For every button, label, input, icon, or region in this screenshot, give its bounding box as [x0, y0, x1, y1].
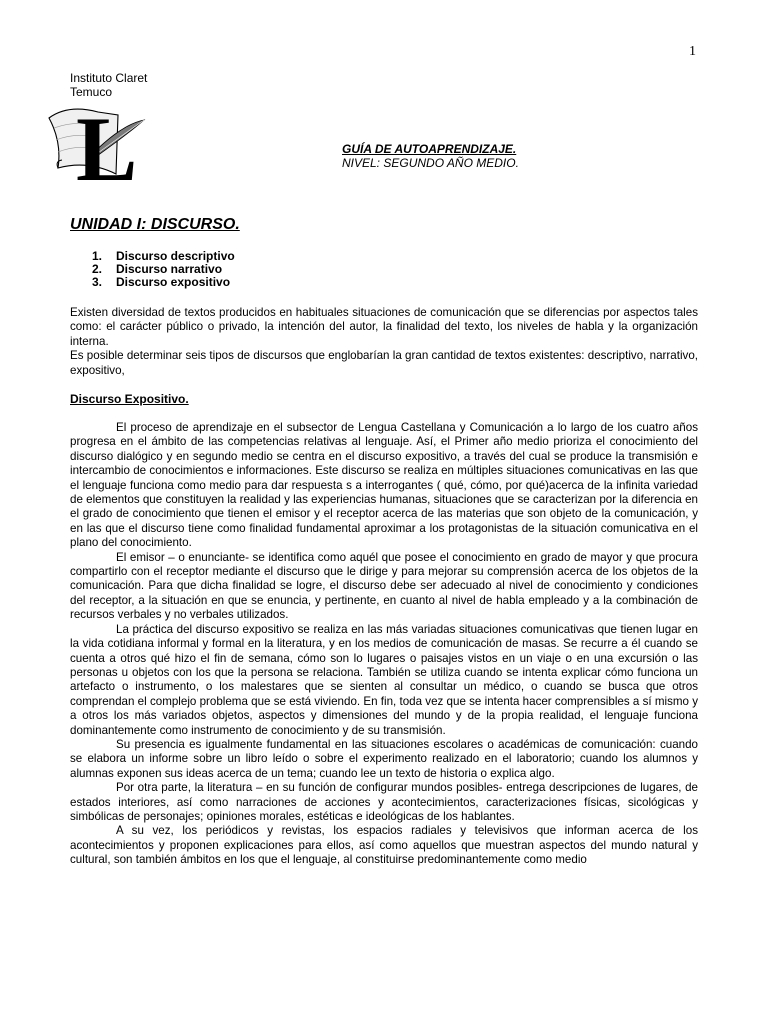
body-text	[70, 421, 698, 868]
intro-paragraph: Existen diversidad de textos producidos en habituales situaciones de comunicación que se diferencias por aspectos tales como: el carácter público o privado, la intención del autor, la finalidad del texto, los niveles de habla y la organización interna.	[70, 306, 698, 348]
guide-heading	[342, 142, 519, 170]
body-paragraph: Su presencia es igualmente fundamental en las situaciones escolares o académicas de comunicación: cuando se elabora un informe sobre un libro leído o sobre el experimento realizado en el laboratorio; cuando los alumnos y alumnas exponen sus ideas acerca de un tema; cuando lee un texto de historia o explica algo.	[70, 737, 698, 780]
body-paragraph: La práctica del discurso expositivo se realiza en las más variadas situaciones comunicativas que tienen lugar en la vida cotidiana informal y formal en la literatura, y en los medios de comunicación de masas. Se recurre a él cuando se cuenta a otros qué hizo el fin de semana, cómo son lo lugares o paisajes vistos en un viaje o en una excursión o las personas u objetos con los que la persona se relaciona. También se utiliza cuando se intenta explicar cómo funciona un artefacto o instrumento, o los malestares que se sienten al consultar un médico, o cuando se busca que otros comprendan el complejo problema que se está viviendo. En fin, toda vez que se intenta hacer comprensibles a sí mismo y a otros los más variados objetos, aspectos y dimensiones del mundo y de la propia realidad, el lenguaje funciona dominantemente como instrumento de conocimiento y de su transmisión.	[70, 622, 698, 737]
body-paragraph: A su vez, los periódicos y revistas, los espacios radiales y televisivos que informan acerca de los acontecimientos y proponen explicaciones para ellos, así como aquellos que muestran aspectos del mundo natural y cultural, son también ámbitos en los que el lenguaje, al constituirse predominantemente como medio	[70, 824, 698, 867]
body-paragraph: Por otra parte, la literatura – en su función de configurar mundos posibles- entrega descripciones de lugares, de estados interiores, así como narraciones de acciones y acontecimientos, caracterizaciones físicas, sicológicas y simbólicas de personajes; opiniones morales, estéticas e ideológicas de los hablantes.	[70, 781, 698, 823]
institution-header	[70, 71, 147, 99]
institution-city: Temuco	[70, 85, 113, 99]
page-number: 1	[689, 44, 696, 59]
topic-list	[92, 250, 235, 289]
section-title: Discurso Expositivo.	[70, 392, 189, 406]
intro-paragraph: Es posible determinar seis tipos de discursos que englobarían la gran cantidad de textos existentes: descriptivo, narrativo, expositivo,	[70, 349, 698, 377]
body-paragraph: El emisor – o enunciante- se identifica como aquél que posee el conocimiento en grado de mayor y que procura compartirlo con el receptor mediante el discurso que le dirige y para mejorar su comprensión acerca de los objetos de la comunicación. Para que dicha finalidad se logre, el discurso debe ser adecuado al nivel de conocimiento y condiciones del receptor, a la situación en que se enuncia, y pertinente, en cuanto al nivel de habla empleado y a la combinación de recursos verbales y no verbales utilizados.	[70, 550, 698, 622]
school-logo	[46, 100, 146, 186]
guide-title: GUÍA DE AUTOAPRENDIZAJE.	[342, 142, 517, 156]
list-item: 3. Discurso expositivo	[92, 275, 231, 289]
list-item: 1. Discurso descriptivo	[92, 249, 235, 263]
institution-name: Instituto Claret	[70, 71, 148, 85]
intro-text	[70, 306, 698, 378]
list-item: 2. Discurso narrativo	[92, 262, 223, 276]
logo-letter: L	[76, 100, 138, 186]
body-paragraph: El proceso de aprendizaje en el subsector de Lengua Castellana y Comunicación a lo largo de los cuatro años progresa en el ámbito de las competencias relativas al lenguaje. Así, el Primer año medio prioriza el conocimiento del discurso dialógico y en segundo medio se centra en el discurso expositivo, a través del cual se produce la transmisión e intercambio de conocimientos e informaciones. Este discurso se realiza en múltiples situaciones comunicativas en las que el lenguaje funciona como medio para dar respuesta s a interrogantes ( qué, cómo, por qué)acerca de la infinita variedad de elementos que constituyen la realidad y las experiencias humanas, situaciones que se caracterizan por la diferencia en el grado de conocimiento que tienen el emisor y el receptor acerca de las materias que son objeto de la comunicación, y en las que el discurso tiene como finalidad fundamental aproximar a los protagonistas de la situación comunicativa en el plano del conocimiento.	[70, 421, 698, 550]
guide-level: NIVEL: SEGUNDO AÑO MEDIO.	[342, 156, 519, 170]
unit-title: UNIDAD I: DISCURSO.	[70, 216, 240, 233]
